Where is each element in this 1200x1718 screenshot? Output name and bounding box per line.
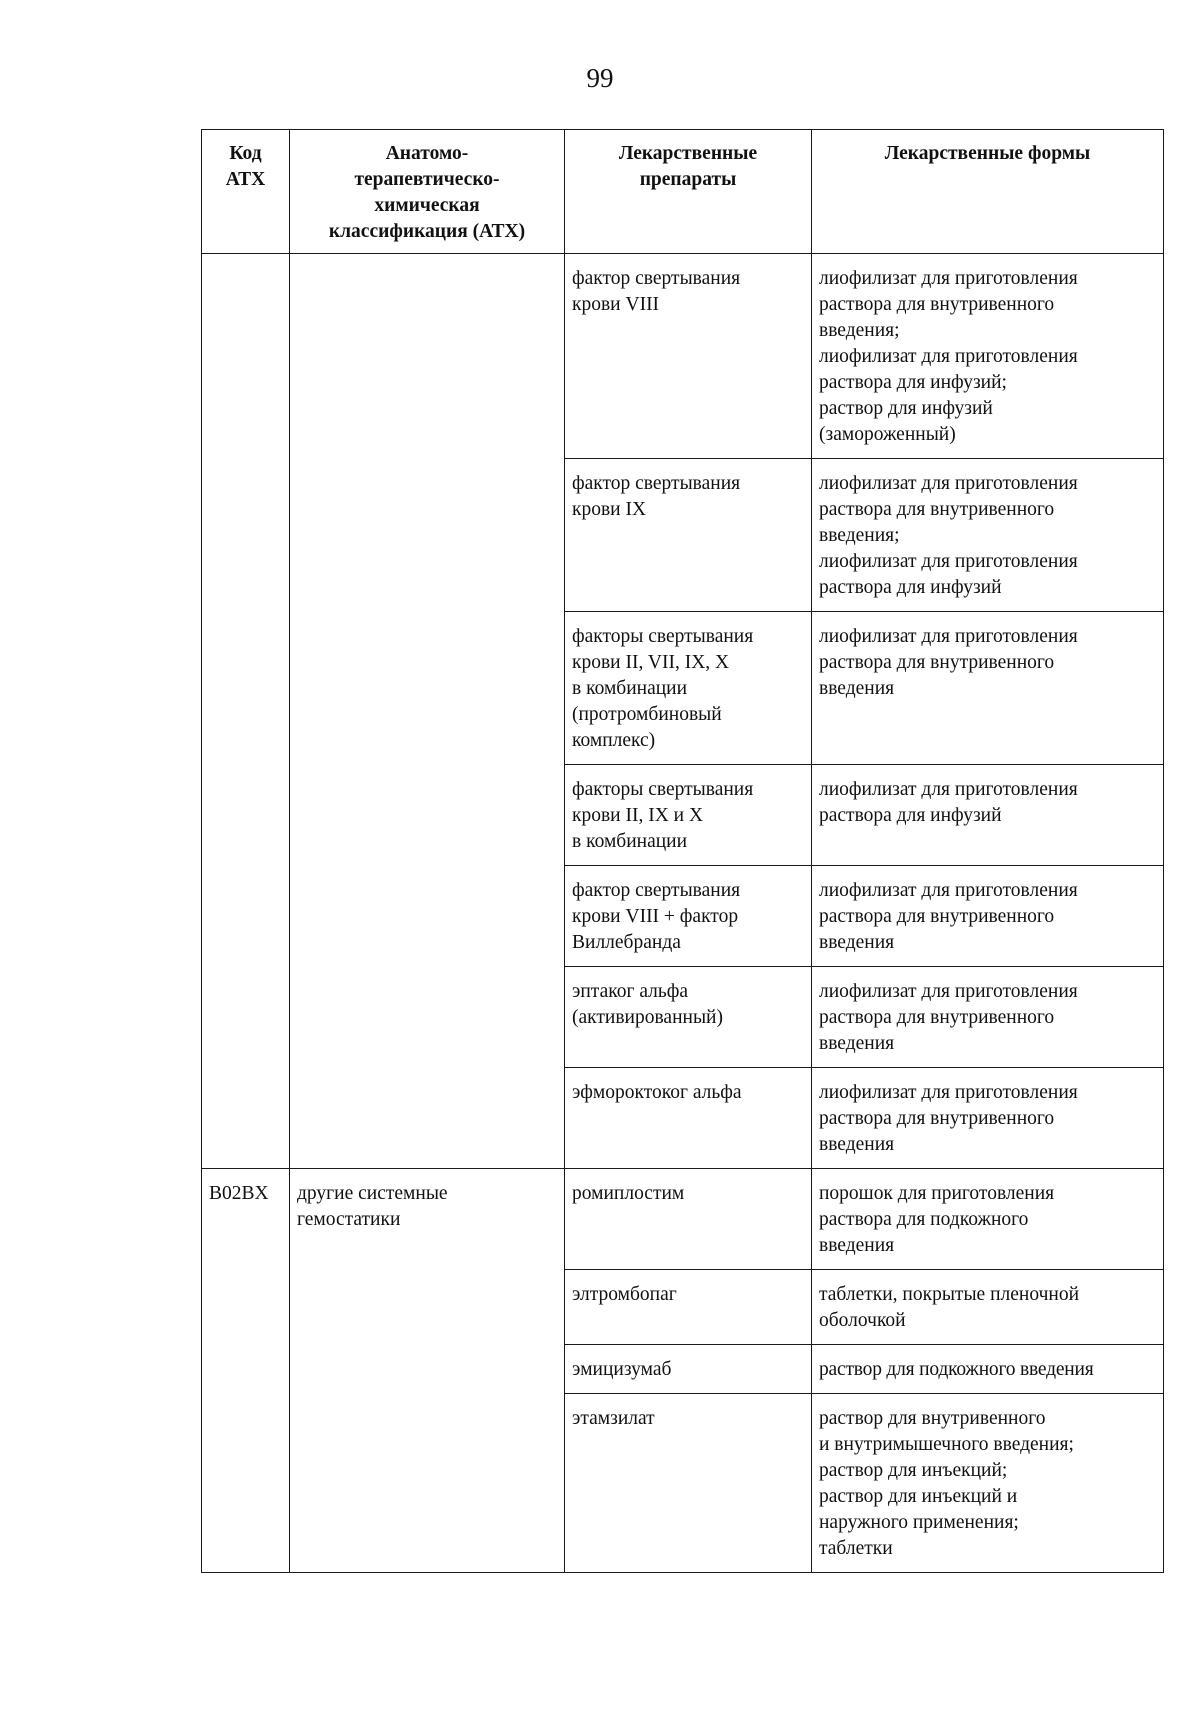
- forms-cell: таблетки, покрытые пленочной оболочкой: [812, 1270, 1164, 1345]
- atx-drug-table: [201, 129, 1164, 1573]
- forms-cell: лиофилизат для приготовления раствора для внутривенного введения: [812, 967, 1164, 1068]
- table-row: [202, 1394, 1164, 1573]
- forms-cell: лиофилизат для приготовления раствора для внутривенного введения: [812, 612, 1164, 765]
- forms-cell: лиофилизат для приготовления раствора для инфузий: [812, 765, 1164, 866]
- drug-cell: фактор свертывания крови IX: [565, 459, 812, 612]
- table-header-row: [202, 130, 1164, 254]
- code-cell: [202, 612, 290, 765]
- classification-cell: [290, 765, 565, 866]
- code-cell: [202, 1345, 290, 1394]
- forms-cell: лиофилизат для приготовления раствора для внутривенного введения; лиофилизат для приготовления раствора для инфузий: [812, 459, 1164, 612]
- code-cell: [202, 254, 290, 459]
- forms-cell: лиофилизат для приготовления раствора для внутривенного введения: [812, 866, 1164, 967]
- classification-cell: [290, 1394, 565, 1573]
- table-row: [202, 1270, 1164, 1345]
- header-dosage-forms: Лекарственные формы: [812, 130, 1164, 254]
- forms-cell: лиофилизат для приготовления раствора для внутривенного введения; лиофилизат для приготовления раствора для инфузий; раствор для инфузий (замороженный): [812, 254, 1164, 459]
- table-row: [202, 1068, 1164, 1169]
- header-atx-code: Код АТХ: [202, 130, 290, 254]
- code-cell: [202, 765, 290, 866]
- drug-cell: элтромбопаг: [565, 1270, 812, 1345]
- code-cell: [202, 866, 290, 967]
- drug-cell: эфмороктоког альфа: [565, 1068, 812, 1169]
- drug-cell: фактор свертывания крови VIII + фактор Виллебранда: [565, 866, 812, 967]
- code-cell: [202, 459, 290, 612]
- classification-cell: [290, 612, 565, 765]
- classification-cell: [290, 866, 565, 967]
- code-cell: [202, 1270, 290, 1345]
- drug-cell: эптаког альфа (активированный): [565, 967, 812, 1068]
- table-row: [202, 765, 1164, 866]
- code-cell: [202, 967, 290, 1068]
- page-number: 99: [586, 63, 614, 93]
- table-row: [202, 612, 1164, 765]
- drug-cell: фактор свертывания крови VIII: [565, 254, 812, 459]
- table-row: [202, 254, 1164, 459]
- table-row: [202, 459, 1164, 612]
- classification-cell: [290, 967, 565, 1068]
- classification-cell: [290, 1345, 565, 1394]
- classification-cell: [290, 254, 565, 459]
- code-cell: B02BX: [202, 1169, 290, 1270]
- drug-cell: этамзилат: [565, 1394, 812, 1573]
- table-row: [202, 1169, 1164, 1270]
- forms-cell: раствор для подкожного введения: [812, 1345, 1164, 1394]
- header-atx-classification: Анатомо- терапевтическо- химическая классификация (АТХ): [290, 130, 565, 254]
- classification-cell: [290, 1068, 565, 1169]
- forms-cell: лиофилизат для приготовления раствора для внутривенного введения: [812, 1068, 1164, 1169]
- classification-cell: [290, 1270, 565, 1345]
- table-row: [202, 866, 1164, 967]
- classification-cell: [290, 459, 565, 612]
- drug-cell: эмицизумаб: [565, 1345, 812, 1394]
- forms-cell: раствор для внутривенного и внутримышечного введения; раствор для инъекций; раствор для инъекций и наружного применения; таблетки: [812, 1394, 1164, 1573]
- code-cell: [202, 1068, 290, 1169]
- drug-cell: ромиплостим: [565, 1169, 812, 1270]
- code-cell: [202, 1394, 290, 1573]
- table-row: [202, 1345, 1164, 1394]
- table-row: [202, 967, 1164, 1068]
- drug-cell: факторы свертывания крови II, VII, IX, X в комбинации (протромбиновый комплекс): [565, 612, 812, 765]
- header-drugs: Лекарственные препараты: [565, 130, 812, 254]
- forms-cell: порошок для приготовления раствора для подкожного введения: [812, 1169, 1164, 1270]
- drug-cell: факторы свертывания крови II, IX и X в комбинации: [565, 765, 812, 866]
- classification-cell: другие системные гемостатики: [290, 1169, 565, 1270]
